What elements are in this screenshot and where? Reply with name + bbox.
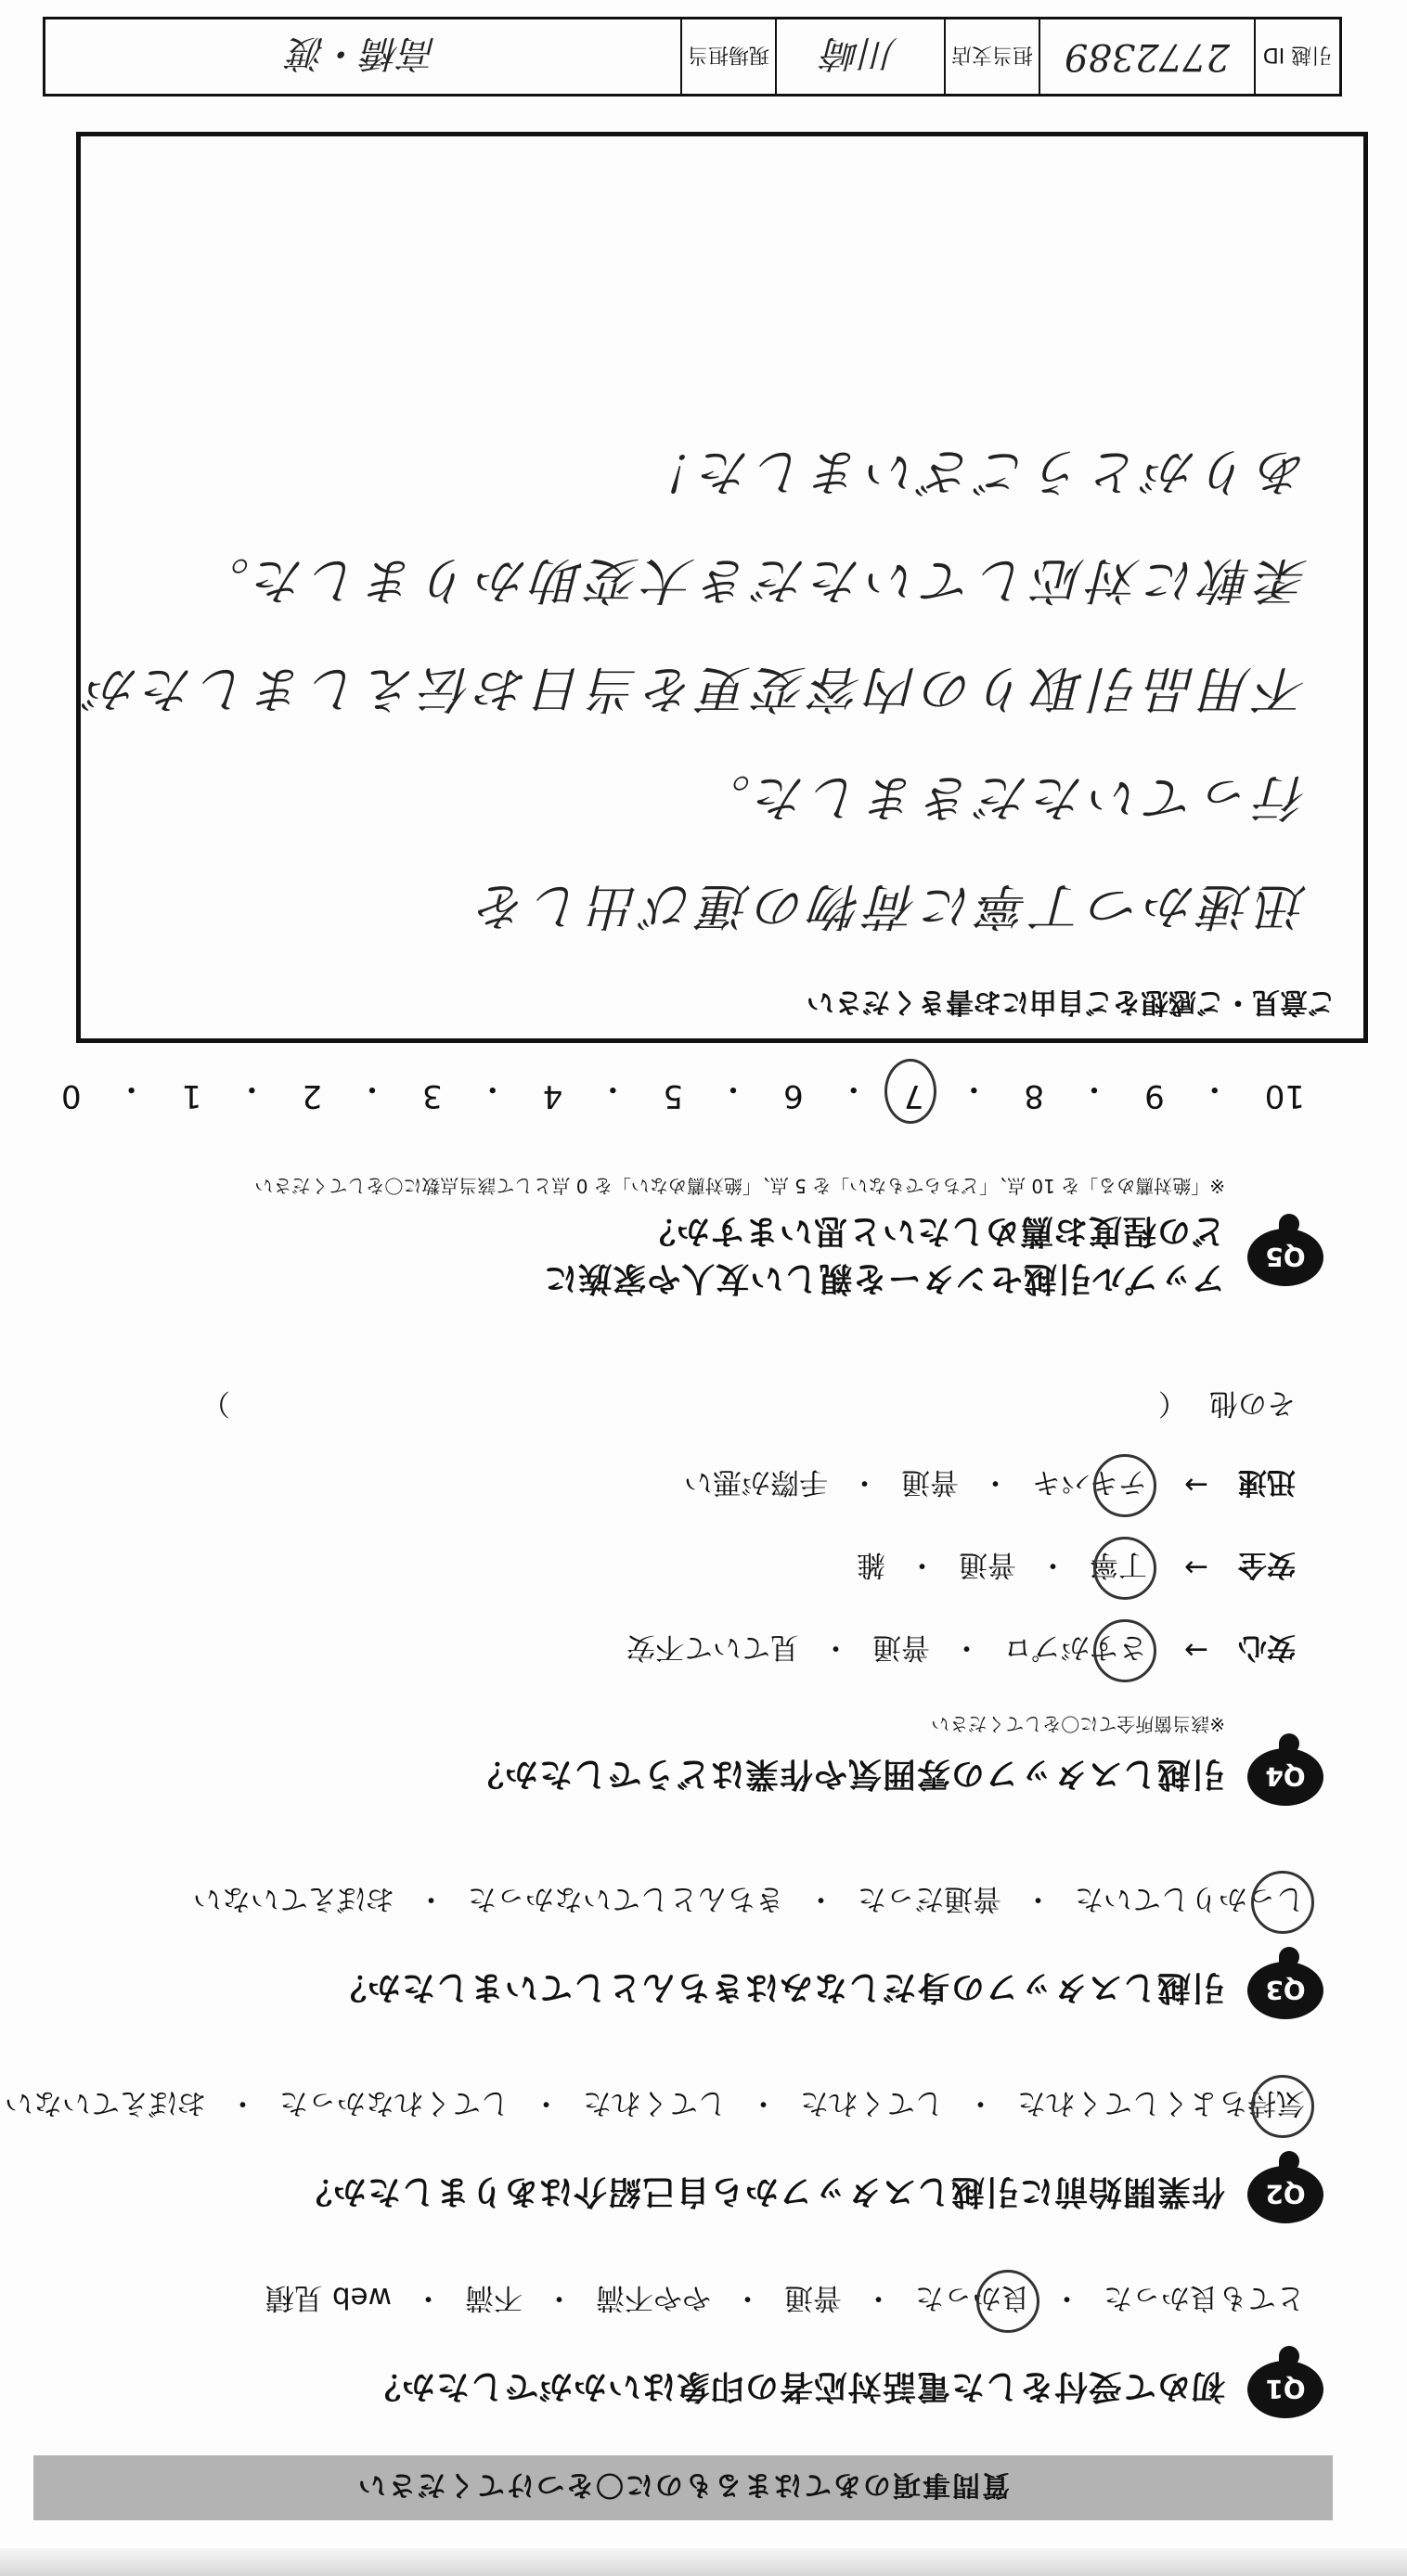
q2-option[interactable]: してくれなかった <box>279 2086 510 2119</box>
score-option[interactable]: 10 <box>1264 1077 1305 1114</box>
q1-option[interactable]: 普通 <box>784 2281 842 2314</box>
q4-row-jinsoku: 迅速 → テキパキ ・ 普通 ・ 手際が悪い <box>43 1464 1323 1506</box>
q4-other-label: その他 <box>1209 1386 1296 1420</box>
branch-label: 担当支店 <box>944 19 1039 94</box>
comment-line: 不用品引取りの内容変更を当日お伝えしましたが <box>83 660 1308 718</box>
score-option[interactable]: 4 <box>542 1077 563 1114</box>
q2-options: 気持ちよくしてくれた ・ してくれた ・ してくれた ・ してくれなかった ・ おぼえていない <box>43 2085 1323 2127</box>
q4-paren-open: （ <box>1158 1386 1187 1420</box>
q1-option[interactable]: 不満 <box>465 2281 523 2314</box>
q1-text: 初めて受付をした電話対応者の印象はいかがでしたか？ <box>366 2367 1225 2406</box>
instruction-bar <box>33 2455 1333 2520</box>
q1-options: とても良かった ・ 良かった ・ 普通 ・ やや不満 ・ 不満 ・ web 見積 <box>43 2280 1323 2322</box>
score-option[interactable]: 1 <box>181 1077 202 1114</box>
q4-row-anshin: 安心 → さすがプロ ・ 普通 ・ 見ていて不安 <box>43 1629 1323 1671</box>
q3-badge: Q3 <box>1247 1962 1323 2019</box>
q4-option[interactable]: 普通 <box>901 1465 960 1499</box>
instruction-text: 質問事項のあてはまるものに〇をつけてください <box>356 2468 1010 2501</box>
q4-option[interactable]: 手際が悪い <box>684 1465 829 1499</box>
question-5 <box>43 1174 1323 1305</box>
score-option[interactable]: 5 <box>663 1077 684 1114</box>
q3-option[interactable]: おぼえていない <box>193 1882 394 1915</box>
score-option[interactable]: 0 <box>61 1077 82 1114</box>
q4-other-row <box>43 1385 1323 1427</box>
footer-table <box>43 17 1342 97</box>
q2-option[interactable]: おぼえていない <box>5 2086 206 2119</box>
score-option[interactable]: 9 <box>1144 1077 1165 1114</box>
q1-option[interactable]: web 見積 <box>265 2281 392 2314</box>
q2-text: 作業開始前に引越しスタッフから自己紹介はありましたか？ <box>297 2172 1225 2211</box>
handwritten-comment <box>83 403 1308 946</box>
q4-option-selected[interactable]: テキパキ <box>1032 1464 1147 1506</box>
q4-badge: Q4 <box>1247 1748 1323 1806</box>
comment-line: 行っていただきました。 <box>695 768 1308 827</box>
comment-line: ありがとうございました！ <box>639 443 1308 501</box>
score-option-selected[interactable]: 7 <box>904 1069 924 1114</box>
q5-score-scale: 10 ・ 9 ・ 8 ・ 7 ・ 6 ・ 5 ・ 4 ・ 3 ・ 2 ・ 1 ・ 0 <box>61 1070 1305 1114</box>
staff-value: 高橋・渡 <box>289 32 437 75</box>
q4-option-selected[interactable]: 丁寧 <box>1090 1547 1147 1589</box>
q4-row-label: 迅速 <box>1238 1465 1296 1499</box>
comment-line: 柔軟に対応していただき大変助かりました。 <box>194 551 1308 610</box>
question-3 <box>43 1881 1323 2019</box>
q4-note: ※該当箇所全てに〇をしてください <box>931 1713 1225 1735</box>
q4-option[interactable]: 見ていて不安 <box>626 1630 800 1664</box>
q3-option[interactable]: 普通だった <box>858 1882 1001 1915</box>
paper-edge <box>0 2548 1407 2576</box>
q4-option[interactable]: 普通 <box>959 1548 1017 1581</box>
q4-option[interactable]: 普通 <box>872 1630 931 1664</box>
q2-badge: Q2 <box>1247 2166 1323 2223</box>
q4-option-selected[interactable]: さすがプロ <box>1003 1629 1147 1671</box>
branch-value: 川崎 <box>775 19 944 94</box>
comment-title: ご意見・ご感想をご自由にお書きください <box>807 985 1336 1018</box>
q1-option-selected[interactable]: 良かった <box>915 2280 1030 2322</box>
score-option[interactable]: 2 <box>302 1077 322 1114</box>
q5-text-2: どの程度お薦めしたいと思いますか？ <box>640 1212 1225 1250</box>
comment-line: 迅速かつ丁寧に荷物の運び出しを <box>472 877 1308 935</box>
id-label: 引越 ID <box>1254 19 1339 94</box>
q2-option-selected[interactable]: 気持ちよくしてくれた <box>1017 2085 1305 2127</box>
question-4 <box>43 1385 1323 1806</box>
q3-option-selected[interactable]: しっかりしていた <box>1075 1881 1305 1923</box>
q4-option[interactable]: 雑 <box>857 1548 886 1581</box>
score-option[interactable]: 8 <box>1024 1077 1045 1114</box>
q4-row-label: 安心 <box>1238 1630 1296 1664</box>
q1-option[interactable]: やや不満 <box>596 2281 711 2314</box>
staff-label: 現場担当 <box>680 19 775 94</box>
q3-options: しっかりしていた ・ 普通だった ・ きちんとしていなかった ・ おぼえていない <box>43 1881 1323 1923</box>
q2-option[interactable]: してくれた <box>800 2086 944 2119</box>
comment-box[interactable] <box>76 132 1368 1043</box>
question-1 <box>43 2280 1323 2418</box>
q1-badge: Q1 <box>1247 2361 1323 2418</box>
q4-paren-close: ） <box>201 1386 230 1420</box>
q5-badge: Q5 <box>1247 1229 1323 1286</box>
q5-note: ※「絶対薦める」を 10 点、「どちらでもない」を 5 点、「絶対薦めない」を 0 点として該当点数に〇をしてください <box>254 1175 1225 1197</box>
id-value: 2772389 <box>1039 19 1254 94</box>
q3-text: 引越しスタッフの身だしなみはきちんとしていましたか？ <box>331 1968 1225 2007</box>
score-option[interactable]: 6 <box>783 1077 804 1114</box>
q5-text: アップル引越センターを親しい友人や家族に <box>543 1259 1225 1297</box>
question-2 <box>5 2085 1323 2223</box>
q2-option[interactable]: してくれた <box>583 2086 727 2119</box>
q4-row-anzen: 安全 → 丁寧 ・ 普通 ・ 雑 <box>43 1547 1323 1589</box>
score-option[interactable]: 3 <box>422 1077 443 1114</box>
q1-option[interactable]: とても良かった <box>1104 2281 1305 2314</box>
q3-option[interactable]: きちんとしていなかった <box>468 1882 784 1915</box>
q4-text: 引越しスタッフの雰囲気や作業はどうでしたか？ <box>469 1755 1225 1794</box>
q4-row-label: 安全 <box>1238 1548 1296 1581</box>
